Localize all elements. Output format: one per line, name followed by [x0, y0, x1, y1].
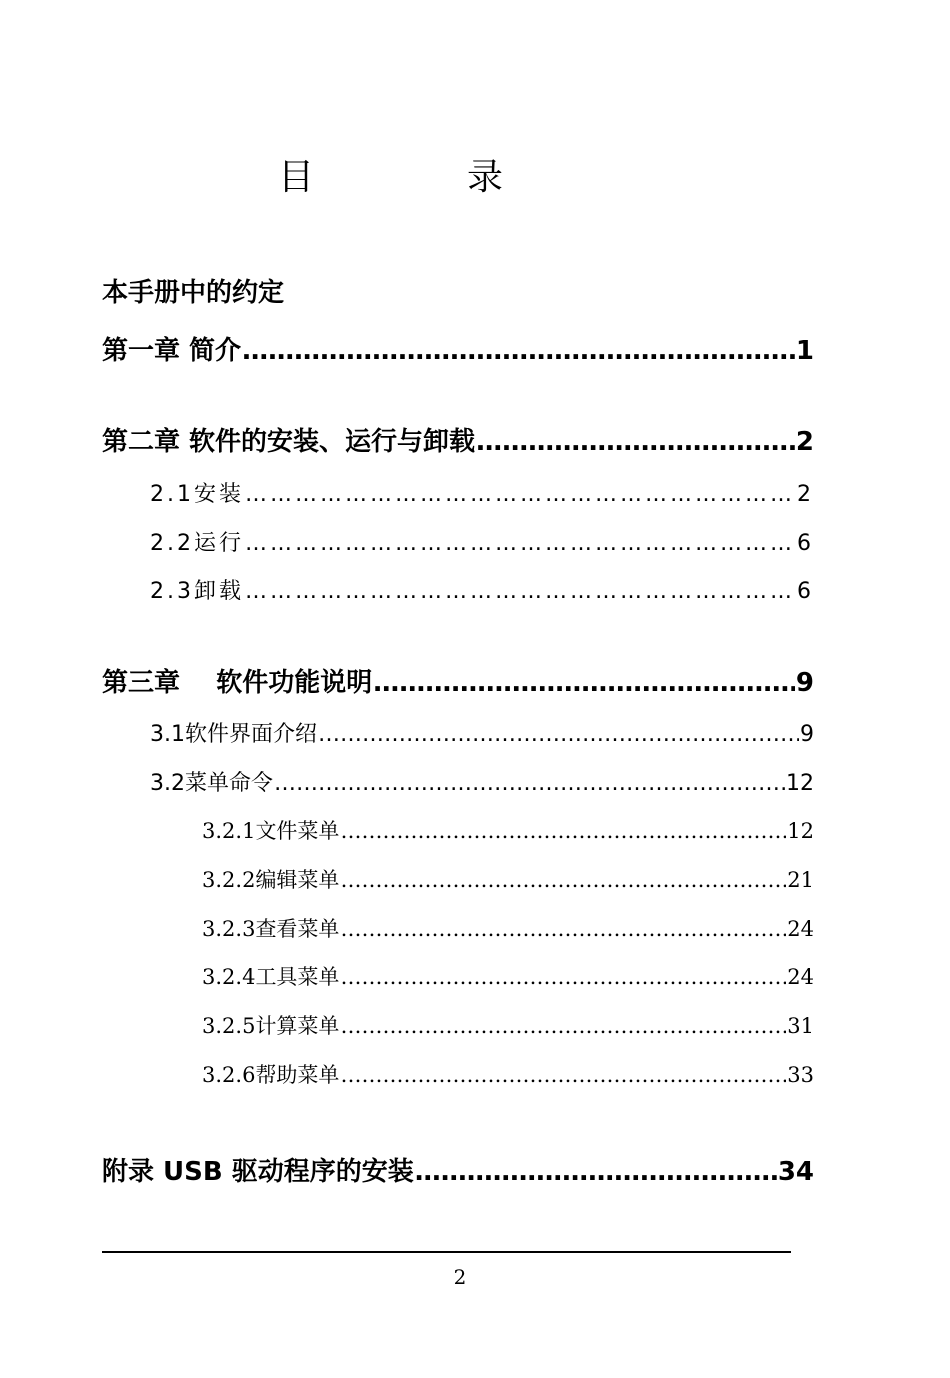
toc-entry-subsection-3-2-1[interactable]: [202, 815, 814, 845]
leader-dots: [340, 965, 786, 989]
toc-entry-label: 编辑菜单: [255, 868, 340, 892]
toc-page-number: 12: [787, 819, 814, 843]
toc-page-number: 34: [777, 1157, 814, 1187]
toc-section-number: 3.2.5: [202, 1014, 256, 1038]
toc-page-number: 9: [795, 668, 814, 698]
toc-page-number: 31: [787, 1014, 814, 1038]
toc-page-number: 6: [797, 579, 814, 604]
toc-section-number: 2.1: [150, 482, 194, 507]
toc-entry-label: 计算菜单: [255, 1014, 340, 1038]
leader-dots: [245, 579, 796, 604]
toc-page-number: 1: [795, 336, 814, 366]
leader-dots: [245, 531, 796, 556]
toc-entry-appendix[interactable]: [102, 1151, 814, 1188]
toc-entry-label: 软件界面介绍: [185, 722, 318, 747]
leader-dots: [340, 868, 786, 892]
toc-page-number: 2: [797, 482, 814, 507]
toc-entry-section-2-3[interactable]: [150, 574, 814, 605]
toc-entry-label: 运行: [194, 531, 245, 556]
leader-dots: [274, 771, 785, 796]
toc-page-number: 9: [800, 722, 814, 747]
toc-section-number: 3.2.6: [202, 1063, 256, 1087]
toc-section-number: 3.2.1: [202, 819, 256, 843]
footer-page-number: 2: [453, 1265, 467, 1289]
footer-rule: [102, 1251, 791, 1253]
toc-entry-label: 查看菜单: [255, 917, 340, 941]
leader-dots: [340, 819, 786, 843]
leader-dots: [476, 427, 795, 457]
toc-page-number: 24: [787, 965, 814, 989]
toc-entry-label: 第一章 简介: [102, 336, 242, 366]
toc-page-number: 24: [787, 917, 814, 941]
toc-entry-label: 安装: [194, 482, 245, 507]
toc-entry-section-2-1[interactable]: [150, 477, 814, 508]
toc-entry-chapter-1[interactable]: [102, 330, 814, 367]
leader-dots: [245, 482, 796, 507]
leader-dots: [340, 917, 786, 941]
toc-title-char-2: 录: [467, 157, 504, 198]
toc-title-char-1: 目: [278, 157, 315, 198]
toc-section-number: 2.3: [150, 579, 194, 604]
toc-entry-subsection-3-2-4[interactable]: [202, 961, 814, 991]
toc-entry-section-3-2[interactable]: [150, 766, 814, 797]
leader-dots: [373, 668, 795, 698]
toc-entry-subsection-3-2-2[interactable]: [202, 864, 814, 894]
toc-page-number: 12: [786, 771, 814, 796]
leader-dots: [340, 1063, 786, 1087]
toc-entry-label: 帮助菜单: [255, 1063, 340, 1087]
leader-dots: [242, 336, 795, 366]
toc-entry-label: 工具菜单: [255, 965, 340, 989]
toc-page-number: 21: [787, 868, 814, 892]
toc-entry-label: 第三章 软件功能说明: [102, 668, 373, 698]
leader-dots: [318, 722, 799, 747]
toc-entry-chapter-2[interactable]: [102, 421, 814, 458]
toc-page-number: 2: [795, 427, 814, 457]
toc-entry-chapter-3[interactable]: [102, 662, 814, 699]
leader-dots: [415, 1157, 777, 1187]
toc-section-number: 2.2: [150, 531, 194, 556]
toc-entry-subsection-3-2-3[interactable]: [202, 913, 814, 943]
toc-section-number: 3.2: [150, 771, 185, 796]
toc-section-number: 3.2.2: [202, 868, 256, 892]
toc-section-number: 3.2.3: [202, 917, 256, 941]
toc-page-number: 33: [787, 1063, 814, 1087]
toc-entry-label: 文件菜单: [255, 819, 340, 843]
toc-entry-label: 卸载: [194, 579, 245, 604]
toc-page-number: 6: [797, 531, 814, 556]
toc-section-number: 3.2.4: [202, 965, 256, 989]
toc-entry-section-2-2[interactable]: [150, 526, 814, 557]
toc-section-number: 3.1: [150, 722, 185, 747]
leader-dots: [340, 1014, 786, 1038]
preface-entry: 本手册中的约定: [102, 278, 285, 308]
toc-entry-subsection-3-2-6[interactable]: [202, 1059, 814, 1089]
toc-entry-label: 菜单命令: [185, 771, 274, 796]
toc-entry-section-3-1[interactable]: [150, 717, 814, 748]
toc-entry-label: 第二章 软件的安装、运行与卸载: [102, 427, 476, 457]
toc-entry-label: 附录 USB 驱动程序的安装: [102, 1157, 414, 1187]
toc-entry-subsection-3-2-5[interactable]: [202, 1010, 814, 1040]
